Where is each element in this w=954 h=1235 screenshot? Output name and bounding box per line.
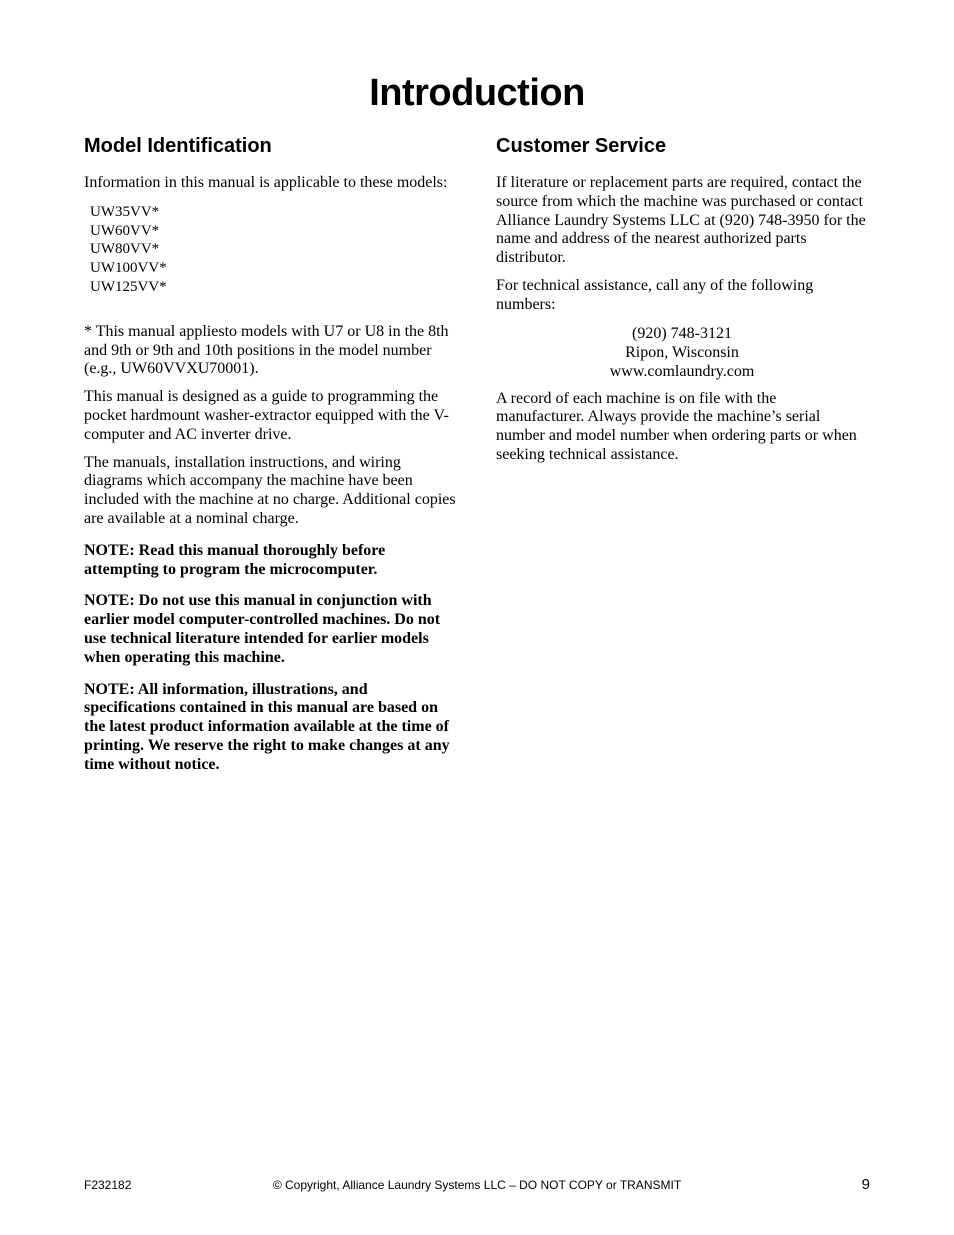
manual-purpose-paragraph: This manual is designed as a guide to programming the pocket hardmount washer-extractor equipped with the V-computer and AC inverter drive. — [84, 388, 449, 443]
manual-copies-paragraph: The manuals, installation instructions, and wiring diagrams which accompany the machine have been included with the machine at no charge. Additional copies are available at a nominal charge. — [84, 453, 456, 527]
model-footnote: * This manual appliesto models with U7 or U8 in the 8th and 9th or 9th and 10th positions in the model number (e.g., UW60VVXU70001). — [84, 322, 449, 378]
machine-record-paragraph: A record of each machine is on file with the manufacturer. Always provide the machine’s serial number and model number when ordering parts or when seeking technical assistance. — [496, 389, 857, 463]
contact-block — [496, 324, 868, 381]
contact-website: www.comlaundry.com — [609, 362, 755, 380]
model-item: UW60VV* — [90, 222, 160, 239]
document-number: F232182 — [84, 1178, 132, 1192]
model-item: UW125VV* — [90, 278, 167, 295]
customer-service-heading: Customer Service — [496, 135, 667, 157]
model-identification-heading: Model Identification — [84, 135, 272, 157]
model-item: UW80VV* — [90, 241, 160, 258]
model-item: UW35VV* — [90, 203, 160, 220]
note-specifications: NOTE: All information, illustrations, and specifications contained in this manual are based on the latest product information available at the time of printing. We reserve the right to make changes at any time without notice. — [84, 680, 450, 773]
page-number: 9 — [861, 1176, 870, 1193]
parts-paragraph: If literature or replacement parts are required, contact the source from which the machine was purchased or contact Alliance Laundry Systems LLC at (920) 748-3950 for the name and address of the nearest authorized parts distributor. — [496, 174, 866, 267]
page-title: Introduction — [369, 72, 585, 114]
page-footer — [84, 1176, 870, 1196]
customer-service-section — [496, 132, 868, 474]
technical-assistance-paragraph: For technical assistance, call any of the following numbers: — [496, 276, 814, 313]
copyright-notice: © Copyright, Alliance Laundry Systems LLC – DO NOT COPY or TRANSMIT — [272, 1178, 682, 1192]
model-list — [90, 203, 458, 297]
model-identification-section — [84, 132, 458, 788]
note-earlier-models: NOTE: Do not use this manual in conjunction with earlier model computer-controlled machines. Do not use technical literature intended for earlier models when operating this machine. — [84, 592, 441, 666]
model-item: UW100VV* — [90, 260, 167, 277]
models-intro: Information in this manual is applicable to these models: — [84, 174, 448, 191]
note-read-manual: NOTE: Read this manual thoroughly before attempting to program the microcomputer. — [84, 541, 386, 578]
contact-location: Ripon, Wisconsin — [625, 343, 739, 361]
contact-phone: (920) 748-3121 — [632, 324, 732, 342]
